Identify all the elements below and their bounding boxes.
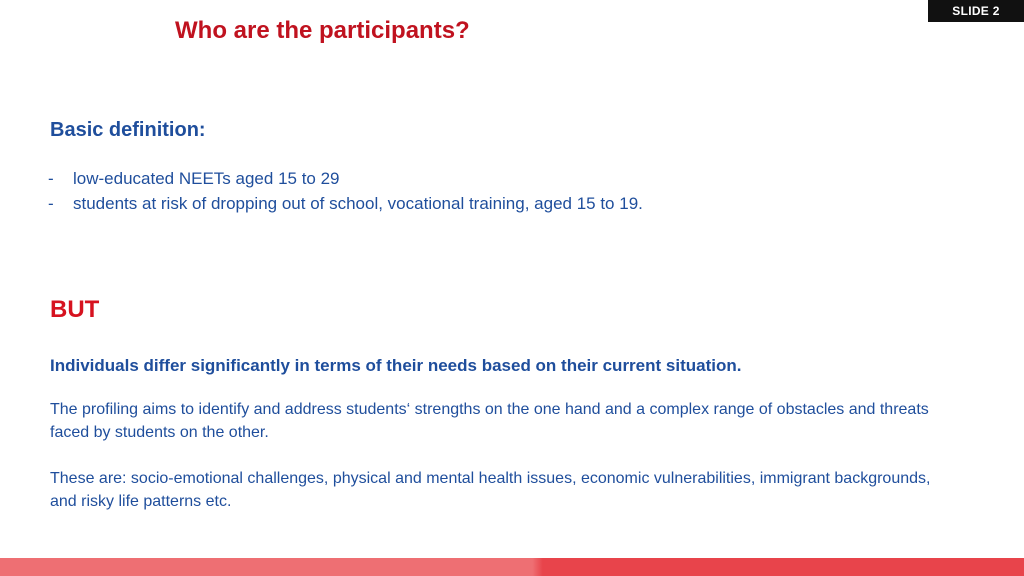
footer-color-bar — [0, 558, 1024, 576]
definition-list — [48, 166, 643, 216]
list-item-text: students at risk of dropping out of school, vocational training, aged 15 to 19. — [73, 194, 643, 213]
definition-heading: Basic definition: — [50, 119, 206, 141]
list-bullet: - — [48, 194, 54, 213]
list-item — [48, 166, 643, 191]
but-heading: BUT — [50, 296, 100, 323]
profiling-paragraph: The profiling aims to identify and address students‘ strengths on the one hand and a complex range of obstacles and threats faced by students on the other. — [50, 401, 929, 441]
key-statement: Individuals differ significantly in terms of their needs based on their current situation. — [50, 356, 742, 375]
challenges-paragraph: These are: socio-emotional challenges, physical and mental health issues, economic vulnerabilities, immigrant backgrounds, and risky life patterns etc. — [50, 470, 931, 510]
list-item-text: low-educated NEETs aged 15 to 29 — [73, 169, 340, 188]
slide-title: Who are the participants? — [175, 17, 470, 44]
slide-number-badge: SLIDE 2 — [928, 0, 1024, 22]
list-item — [48, 191, 643, 216]
list-bullet: - — [48, 169, 54, 188]
